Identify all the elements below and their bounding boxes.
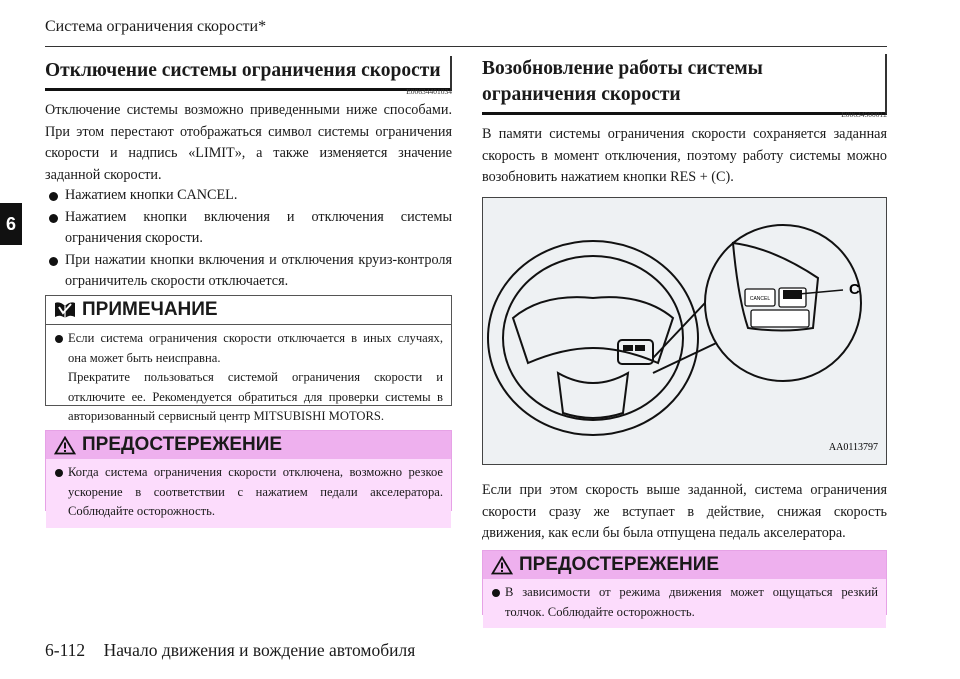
cancel-button-label: CANCEL xyxy=(749,296,771,302)
note-continuation: Прекратите пользоваться системой ограничения скорости и отключите ее. Рекомендуется обратиться для проверки системы в авторизованный сервисный центр MITSUBISHI MOTORS. xyxy=(68,370,443,423)
warning-bullet: В зависимости от режима движения может ощущаться резкий толчок. Соблюдайте осторожность. xyxy=(491,583,878,622)
warning-header xyxy=(483,551,886,579)
chapter-name: Начало движения и вождение автомобиля xyxy=(103,640,416,660)
open-book-icon xyxy=(54,301,76,319)
disable-methods-list xyxy=(45,185,452,293)
overspeed-paragraph: Если при этом скорость выше заданной, система ограничения скорости сразу же вступает в действие, снижая скорость движения, как если бы была отпущена педаль акселератора. xyxy=(482,482,887,541)
page-number: 6-112 xyxy=(45,640,86,660)
note-title: ПРИМЕЧАНИЕ xyxy=(82,299,218,320)
section-title-resume: Возобновление работы системы ограничения скорости xyxy=(482,54,887,115)
list-item: Нажатием кнопки включения и отключения системы ограничения скорости. xyxy=(45,207,452,250)
steering-wheel-illustration xyxy=(483,198,886,464)
section-code: E00634500012 xyxy=(841,110,887,119)
callout-c-label: C xyxy=(849,281,860,298)
list-item: При нажатии кнопки включения и отключения круиз-контроля ограничитель скорости отключается. xyxy=(45,250,452,293)
list-item: Нажатием кнопки CANCEL. xyxy=(45,185,452,207)
warning-title: ПРЕДОСТЕРЕЖЕНИЕ xyxy=(519,554,720,575)
intro-paragraph: Отключение системы возможно приведенными ниже способами. При этом перестают отображаться символ системы ограничения скорости и надпись «LIMIT», а также изменяется значение заданной скорости. xyxy=(45,102,452,183)
warning-box-right xyxy=(482,550,887,619)
note-header xyxy=(46,296,451,325)
figure-id: AA0113797 xyxy=(828,442,878,453)
steering-wheel-figure xyxy=(482,197,887,465)
running-header: Система ограничения скорости* xyxy=(45,18,267,35)
warning-box-left xyxy=(45,430,452,518)
note-box xyxy=(45,295,452,423)
resume-paragraph: В памяти системы ограничения скорости сохраняется заданная скорость в момент отключения, поэтому работу системы можно возобновить нажатием кнопки RES + (C). xyxy=(482,126,887,185)
note-bullet: Если система ограничения скорости отключается в иных случаях, она может быть неисправна. xyxy=(54,329,443,368)
warning-triangle-icon xyxy=(491,556,513,575)
section-code: E00634401034 xyxy=(406,87,452,96)
page-footer xyxy=(45,640,415,661)
warning-title: ПРЕДОСТЕРЕЖЕНИЕ xyxy=(82,434,283,455)
warning-bullet: Когда система ограничения скорости отключена, возможно резкое ускорение в соответствии с нажатием педали акселератора. Соблюдайте осторожность. xyxy=(54,463,443,522)
warning-header xyxy=(46,431,451,459)
header-rule xyxy=(45,46,887,47)
warning-triangle-icon xyxy=(54,436,76,455)
section-title-disable: Отключение системы ограничения скорости xyxy=(45,56,452,91)
chapter-tab: 6 xyxy=(0,203,22,245)
